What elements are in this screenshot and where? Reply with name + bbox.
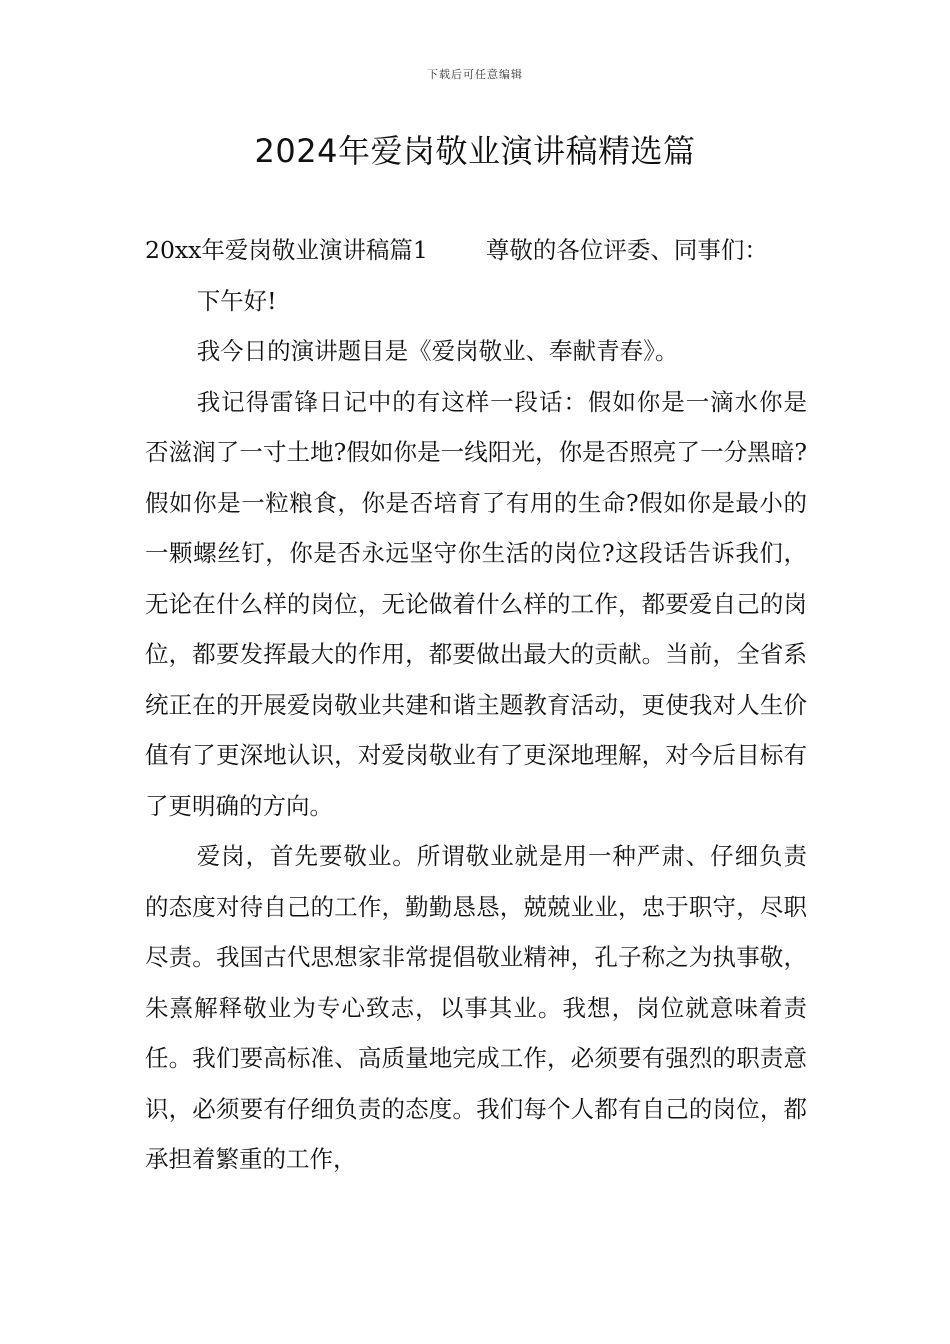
salutation: 尊敬的各位评委、同事们：: [485, 236, 768, 264]
body-paragraph: 我记得雷锋日记中的有这样一段话：假如你是一滴水你是否滋润了一寸土地?假如你是一线阳光，你是否照亮了一分黑暗?假如你是一粒粮食，你是否培育了有用的生命?假如你是最小的一颗螺丝钉，你是否永远坚守你生活的岗位?这段话告诉我们，无论在什么样的岗位，无论做着什么样的工作，都要爱自己的岗位，都要发挥最大的作用，都要做出最大的贡献。当前，全省系统正在的开展爱岗敬业共建和谐主题教育活动，更使我对人生价值有了更深地认识，对爱岗敬业有了更深地理解，对今后目标有了更明确的方向。: [145, 387, 807, 820]
greeting-paragraph: 下午好!: [196, 286, 277, 315]
header-note: 下载后可任意编辑: [427, 68, 523, 81]
body-paragraph: 爱岗，首先要敬业。所谓敬业就是用一种严肃、仔细负责的态度对待自己的工作，勤勤恳恳，兢兢业业，忠于职守，尽职尽责。我国古代思想家非常提倡敬业精神，孔子称之为执事敬，朱熹解释敬业为专心致志，以事其业。我想，岗位就意味着责任。我们要高标准、高质量地完成工作，必须要有强烈的职责意识，必须要有仔细负责的态度。我们每个人都有自己的岗位，都承担着繁重的工作，: [145, 842, 807, 1173]
opening-line: [145, 225, 807, 276]
document-title: 2024年爱岗敬业演讲稿精选篇: [254, 132, 696, 170]
document-body: [145, 225, 807, 1185]
section-heading: 20xx年爱岗敬业演讲稿篇1: [145, 236, 428, 264]
topic-paragraph: 我今日的演讲题目是《爱岗敬业、奉献青春》。: [196, 337, 679, 365]
